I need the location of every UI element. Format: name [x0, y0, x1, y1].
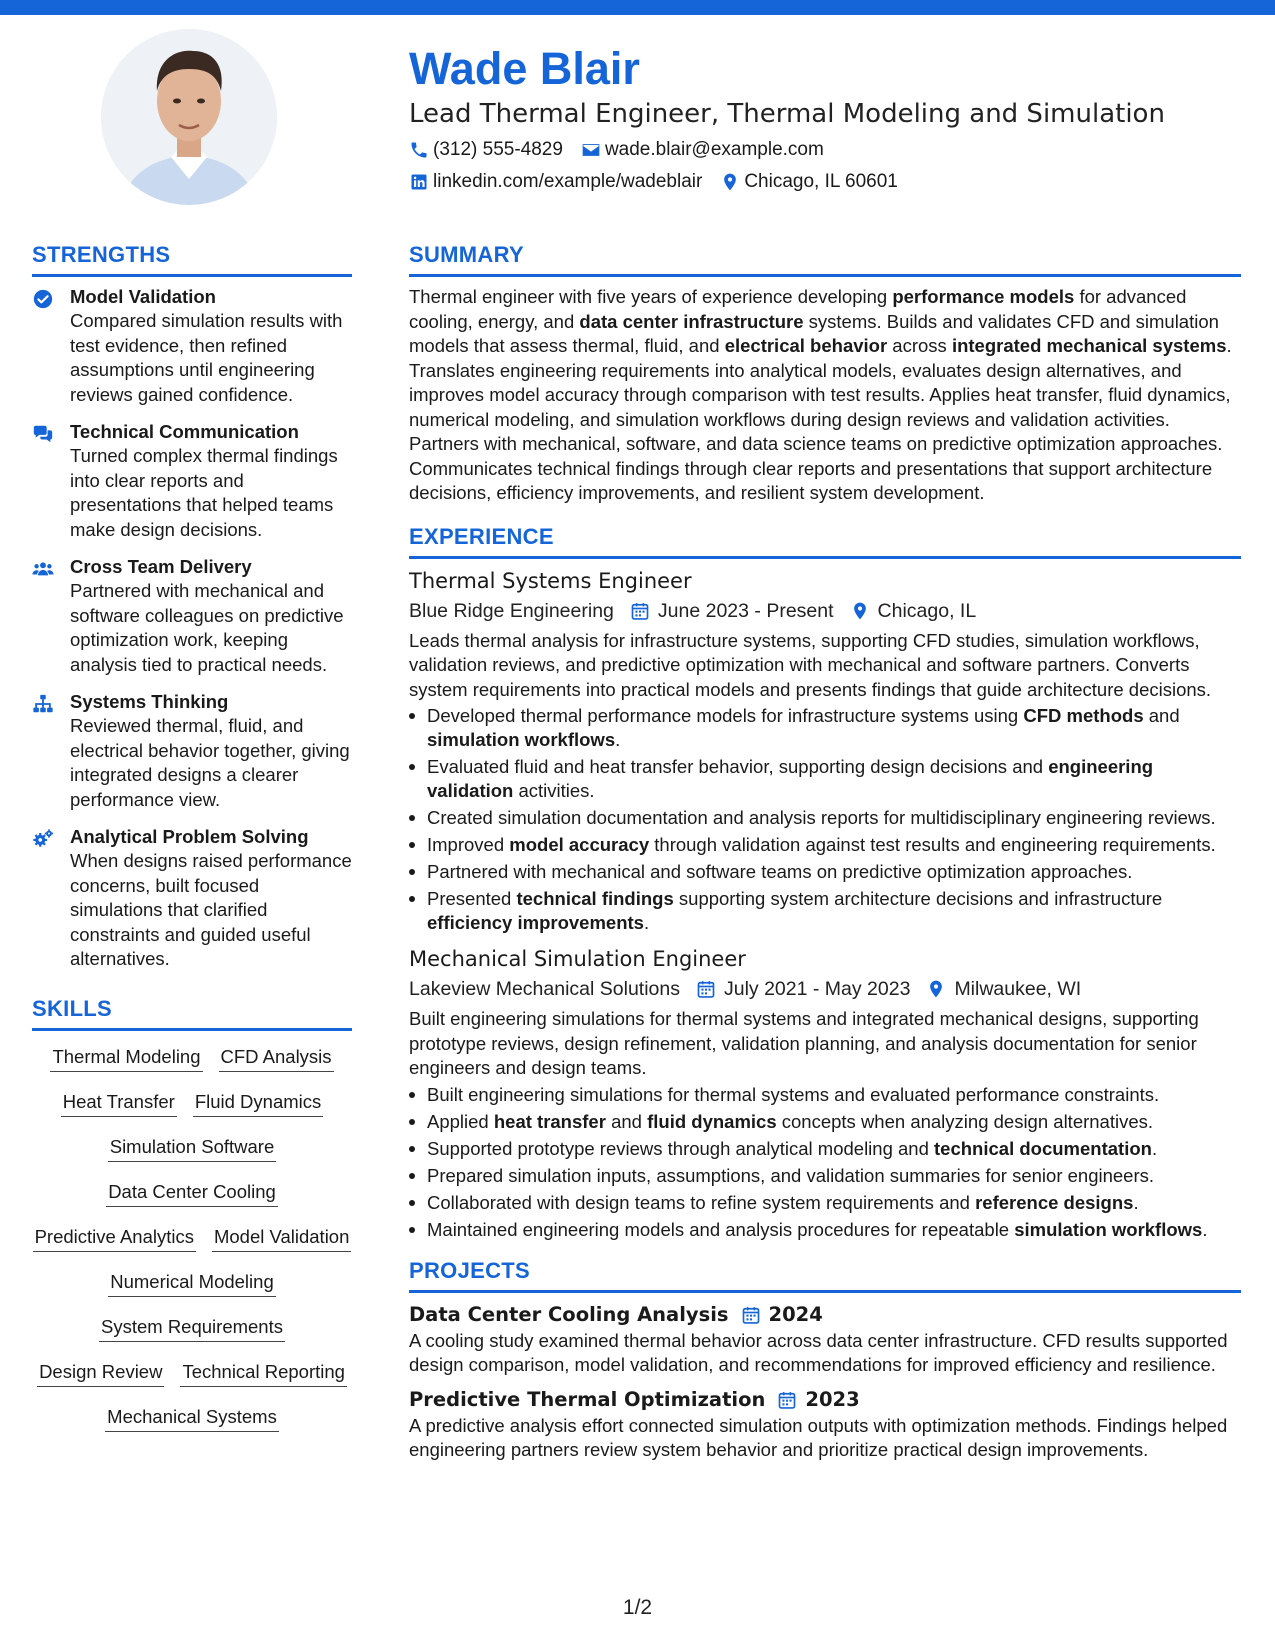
project-year: 2024 [768, 1302, 823, 1326]
text-segment: systems. Builds and validates CFD and simulation models that assess thermal, fluid, and [409, 310, 1219, 356]
phone-icon [409, 140, 429, 160]
strength-item [32, 420, 352, 542]
bold-text: reference designs [975, 1191, 1134, 1213]
strength-desc: Partnered with mechanical and software colleagues on predictive optimization work, keeping analysis tied to practical needs. [70, 580, 344, 675]
project-entry [409, 1386, 1241, 1463]
project-description: A cooling study examined thermal behavior across data center infrastructure. CFD results supported design comparison, model validation, and recommendations for improved efficiency and resilience. [409, 1329, 1228, 1375]
skill-tag: Numerical Modeling [108, 1270, 275, 1297]
job-description: Built engineering simulations for thermal systems and integrated mechanical designs, supporting prototype reviews, design refinement, validation planning, and analysis documentation for senior engineers and design teams. [409, 1008, 1199, 1078]
skills-list [32, 1039, 352, 1432]
strength-item [32, 690, 352, 812]
job-location [850, 595, 977, 627]
strength-title: Technical Communication [70, 421, 299, 442]
location-text: Chicago, IL 60601 [744, 171, 898, 192]
text-segment: activities. [513, 780, 595, 801]
projects-list [409, 1301, 1241, 1463]
linkedin-contact[interactable] [409, 166, 702, 198]
text-segment: Built engineering simulations for thermal systems and evaluated performance constraints. [427, 1083, 1160, 1105]
bold-text: heat transfer [493, 1110, 606, 1132]
bullet-item [409, 755, 1241, 803]
skill-tag: Design Review [37, 1360, 164, 1387]
experience-list [409, 567, 1241, 1242]
bullet-item [409, 1164, 1241, 1188]
bold-text: model accuracy [509, 834, 650, 855]
linkedin-icon [409, 172, 429, 192]
text-segment: . [1151, 1137, 1158, 1159]
header [409, 40, 1249, 198]
text-segment: Developed thermal performance models for infrastructure systems using [427, 705, 1024, 726]
skill-tag: Simulation Software [108, 1135, 277, 1162]
skill-tag: Mechanical Systems [105, 1405, 279, 1432]
skill-tag: Thermal Modeling [50, 1045, 202, 1072]
job-dates-text: July 2021 - May 2023 [723, 978, 911, 1000]
location-contact [720, 166, 898, 198]
calendar-icon [777, 1390, 797, 1410]
job-company: Blue Ridge Engineering [409, 599, 614, 622]
job-bullets [409, 1083, 1241, 1242]
job-entry [409, 567, 1241, 936]
text-segment: supporting system architecture decisions and infrastructure [673, 888, 1163, 909]
strength-title: Model Validation [70, 286, 216, 307]
skill-tag: Data Center Cooling [106, 1180, 278, 1207]
job-location [926, 973, 1081, 1005]
strength-item [32, 555, 352, 677]
text-segment: . [1133, 1191, 1139, 1213]
job-dates [630, 595, 834, 627]
linkedin-text[interactable]: linkedin.com/example/wadeblair [433, 171, 703, 192]
job-title: Mechanical Simulation Engineer [409, 947, 746, 971]
skill-tag: System Requirements [99, 1315, 285, 1342]
map-pin-icon [926, 979, 946, 999]
candidate-name: Wade Blair [409, 43, 640, 94]
strength-desc: Compared simulation results with test evidence, then refined assumptions until engineering reviews gained confidence. [70, 310, 343, 405]
bullet-item [409, 1110, 1241, 1134]
project-description: A predictive analysis effort connected simulation outputs with optimization methods. Findings helped engineering partners review system behavior and prioritize practical design improvements. [409, 1414, 1228, 1460]
text-segment: . [643, 912, 650, 933]
calendar-icon [630, 601, 650, 621]
bullet-item [409, 806, 1241, 830]
strength-body [70, 825, 352, 972]
text-segment: . Translates engineering requirements into analytical models, evaluates design alternatives, and improves model accuracy through comparison with test results. Applies heat transfer, fluid dynamics, numerical modeling, and simulation workflows during design reviews and validation activities. Partners with mechanical, software, and data science teams on predictive optimization approaches. Communicates technical findings through clear reports and presentations that support architecture decisions, efficiency improvements, and resilient system development. [409, 335, 1232, 503]
sitemap-icon [32, 693, 54, 715]
skill-tag: Technical Reporting [180, 1360, 346, 1387]
bullet-item [409, 1191, 1241, 1215]
strength-item [32, 285, 352, 407]
job-location-text: Milwaukee, WI [954, 978, 1082, 1000]
envelope-icon [581, 140, 601, 160]
check-circle-icon [32, 288, 54, 310]
bullet-item [409, 1083, 1241, 1107]
bold-text: CFD methods [1023, 705, 1144, 726]
strength-body [70, 420, 352, 542]
text-segment: and [605, 1110, 648, 1132]
job-dates-text: June 2023 - Present [657, 599, 834, 622]
text-segment: Evaluated fluid and heat transfer behavior, supporting design decisions and [427, 756, 1049, 777]
bullet-item [409, 704, 1241, 752]
bullet-item [409, 887, 1241, 935]
strength-desc: When designs raised performance concerns, built focused simulations that clarified constraints and guided useful alternatives. [70, 850, 352, 969]
job-company: Lakeview Mechanical Solutions [409, 978, 680, 1000]
text-segment: Collaborated with design teams to refine system requirements and [427, 1191, 976, 1213]
job-title: Thermal Systems Engineer [409, 568, 692, 593]
text-segment: Presented [427, 888, 517, 909]
project-title: Data Center Cooling Analysis [409, 1302, 729, 1326]
summary-heading: SUMMARY [409, 240, 1241, 277]
job-meta [409, 595, 1241, 627]
strength-title: Analytical Problem Solving [70, 826, 309, 847]
page-number: 1/2 [622, 1596, 653, 1619]
experience-heading: EXPERIENCE [409, 522, 1241, 559]
strength-desc: Turned complex thermal findings into clear reports and presentations that helped teams make design decisions. [70, 445, 338, 540]
strength-desc: Reviewed thermal, fluid, and electrical behavior together, giving integrated designs a clearer performance view. [70, 715, 350, 810]
strength-title: Systems Thinking [70, 691, 229, 712]
strength-body [70, 285, 352, 407]
left-column [32, 240, 352, 1432]
bullet-item [409, 1137, 1241, 1161]
skill-tag: CFD Analysis [219, 1045, 334, 1072]
bold-text: simulation workflows [1014, 1218, 1203, 1240]
text-segment: . [1202, 1218, 1208, 1240]
text-segment: Thermal engineer with five years of experience developing [409, 286, 893, 307]
strengths-heading: STRENGTHS [32, 240, 352, 277]
text-segment: Created simulation documentation and analysis reports for multidisciplinary engineering reviews. [427, 807, 1216, 828]
bold-text: integrated mechanical systems [951, 335, 1227, 356]
project-title: Predictive Thermal Optimization [409, 1387, 766, 1411]
candidate-title: Lead Thermal Engineer, Thermal Modeling and Simulation [409, 99, 1165, 129]
strength-icon-wrap [32, 555, 70, 677]
text-segment: across [887, 335, 952, 356]
right-column [409, 240, 1241, 1463]
strength-item [32, 825, 352, 972]
chat-bubbles-icon [32, 423, 54, 445]
gears-icon [32, 828, 54, 850]
bold-text: data center infrastructure [579, 310, 804, 332]
profile-photo [101, 29, 277, 205]
strength-icon-wrap [32, 825, 70, 972]
job-bullets [409, 704, 1241, 935]
strength-title: Cross Team Delivery [70, 556, 252, 577]
skill-tag: Model Validation [212, 1225, 351, 1252]
bold-text: performance models [892, 286, 1075, 307]
calendar-icon [696, 979, 716, 999]
phone-contact [409, 134, 563, 166]
text-segment: Partnered with mechanical and software teams on predictive optimization approaches. [427, 861, 1133, 882]
calendar-icon [741, 1305, 761, 1325]
strength-icon-wrap [32, 420, 70, 542]
map-pin-icon [720, 172, 740, 192]
skill-tag: Predictive Analytics [33, 1225, 196, 1252]
project-title-row [409, 1386, 1241, 1414]
bold-text: engineering validation [427, 756, 1154, 801]
text-segment: Maintained engineering models and analysis procedures for repeatable [427, 1218, 1015, 1240]
skill-tag: Heat Transfer [61, 1090, 177, 1117]
text-segment: Prepared simulation inputs, assumptions, and validation summaries for senior engineers. [427, 1164, 1155, 1186]
contact-row-1 [409, 134, 1249, 166]
project-title-row [409, 1301, 1241, 1329]
strength-icon-wrap [32, 690, 70, 812]
job-entry [409, 945, 1241, 1242]
strength-icon-wrap [32, 285, 70, 407]
job-description: Leads thermal analysis for infrastructure systems, supporting CFD studies, simulation workflows, validation reviews, and predictive optimization with mechanical and software partners. Converts system requirements into practical models and presents findings that guide architecture decisions. [409, 629, 1212, 700]
email-contact[interactable] [581, 134, 824, 166]
text-segment: concepts when analyzing design alternatives. [776, 1110, 1154, 1132]
email-text[interactable]: wade.blair@example.com [604, 139, 824, 160]
text-segment: Improved [427, 834, 510, 855]
contact-row-2 [409, 166, 1249, 198]
phone-text: (312) 555-4829 [433, 139, 563, 160]
strengths-list [32, 285, 352, 972]
bold-text: fluid dynamics [647, 1110, 777, 1132]
project-entry [409, 1301, 1241, 1378]
bold-text: electrical behavior [724, 335, 888, 356]
bullet-item [409, 860, 1241, 884]
text-segment: Applied [427, 1110, 494, 1132]
skills-heading: SKILLS [32, 994, 352, 1031]
strength-body [70, 690, 352, 812]
job-dates [696, 973, 910, 1005]
job-meta [409, 973, 1241, 1005]
bold-text: technical documentation [934, 1137, 1152, 1159]
text-segment: Supported prototype reviews through analytical modeling and [427, 1137, 935, 1159]
text-segment: . [615, 729, 621, 750]
bold-text: technical findings [516, 888, 674, 909]
skill-tag: Fluid Dynamics [193, 1090, 323, 1117]
text-segment: and [1143, 705, 1180, 726]
bullet-item [409, 833, 1241, 857]
users-icon [32, 558, 54, 580]
bold-text: simulation workflows [427, 729, 616, 750]
project-year: 2023 [805, 1387, 860, 1411]
top-accent-bar [0, 0, 1275, 15]
map-pin-icon [850, 601, 870, 621]
projects-heading: PROJECTS [409, 1256, 1241, 1293]
job-location-text: Chicago, IL [877, 599, 977, 622]
text-segment: for advanced cooling, energy, and [409, 286, 1187, 332]
strength-body [70, 555, 352, 677]
summary-text [409, 285, 1241, 506]
text-segment: through validation against test results and engineering requirements. [649, 834, 1216, 855]
bold-text: efficiency improvements [427, 912, 644, 933]
bullet-item [409, 1218, 1241, 1242]
